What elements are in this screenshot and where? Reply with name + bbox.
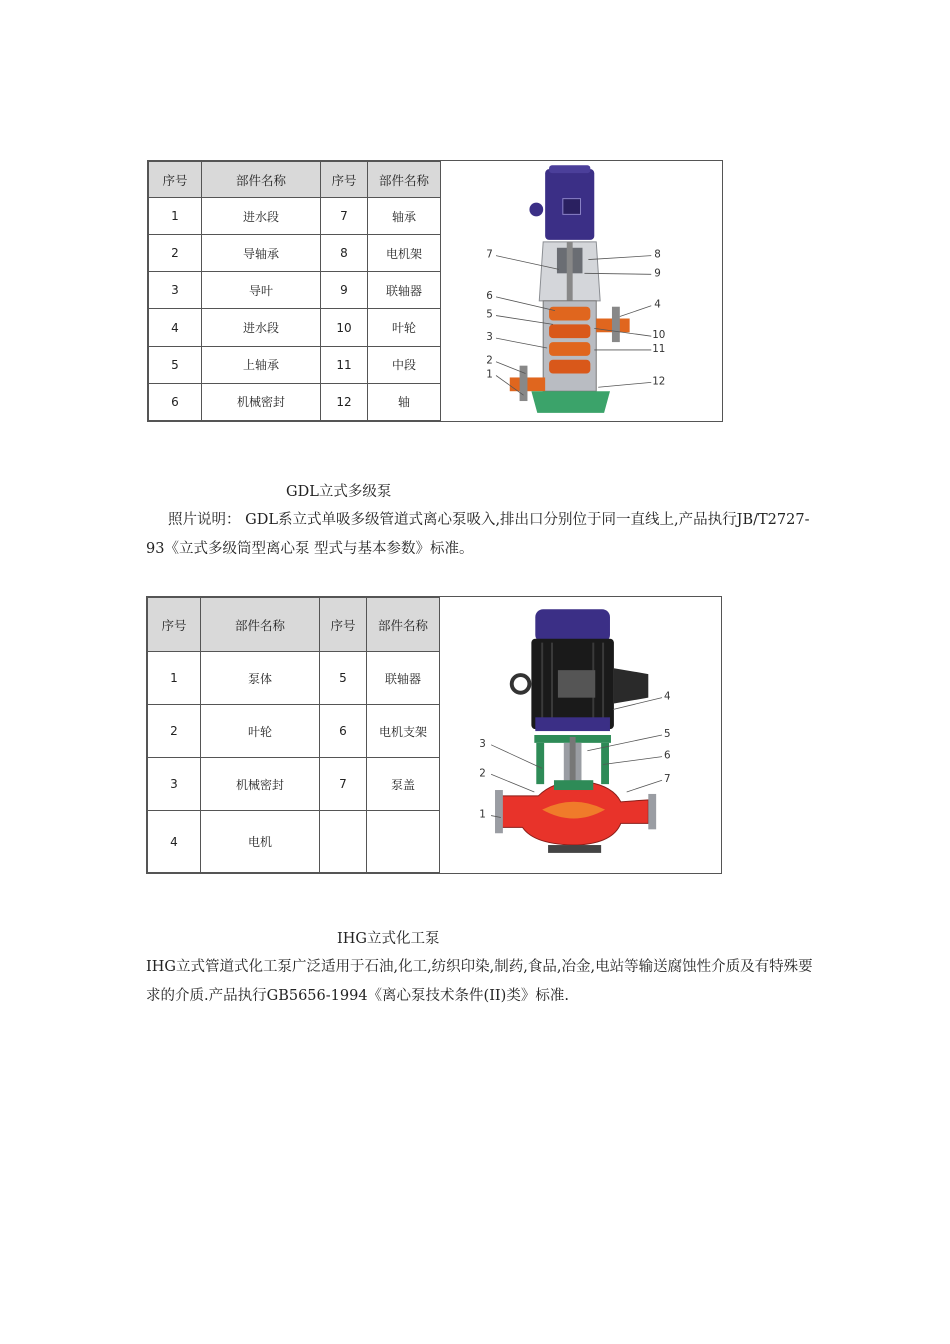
header-cell: 序号 <box>149 162 202 198</box>
pump-base <box>531 391 610 413</box>
table-cell: 7 <box>320 758 367 811</box>
pump-foot <box>548 845 601 853</box>
table-cell: 10 <box>321 309 368 346</box>
table-cell: 进水段 <box>202 198 321 235</box>
callout-label: 1 <box>486 368 493 381</box>
gdl-caption: GDL立式多级泵 <box>286 484 392 500</box>
header-cell: 序号 <box>148 598 201 652</box>
ihg-pump-illustration <box>440 597 721 873</box>
ihg-pump-cutaway-drawing <box>440 597 721 873</box>
table-cell: 6 <box>320 705 367 758</box>
table-row <box>149 272 441 309</box>
motor-nameplate <box>558 670 595 698</box>
callout-label: 7 <box>486 248 493 261</box>
gdl-pump-illustration <box>441 161 722 421</box>
motor-eyebolt <box>529 203 543 217</box>
table-row <box>148 758 440 811</box>
callout-label: 6 <box>486 289 493 302</box>
motor-cap <box>535 609 610 642</box>
table-cell <box>320 811 367 873</box>
table-cell: 3 <box>148 758 201 811</box>
ihg-parts-table <box>147 597 440 873</box>
callout-label: 6 <box>664 749 671 762</box>
header-cell: 部件名称 <box>202 162 321 198</box>
table-header-row <box>148 598 440 652</box>
table-cell: 2 <box>149 235 202 272</box>
table-cell: 电机架 <box>368 235 441 272</box>
table-row <box>149 383 441 420</box>
gdl-description-text: 照片说明： GDL系立式单吸多级管道式离心泵吸入,排出口分别位于同一直线上,产品执行JB/T2727-93《立式多级筒型离心泵 型式与基本参数》标准。 <box>146 512 810 557</box>
ihg-parts-figure <box>146 596 722 874</box>
callout-label: 2 <box>486 354 493 367</box>
header-cell: 部件名称 <box>367 598 440 652</box>
inlet-flange <box>495 790 503 833</box>
terminal-box <box>614 668 648 703</box>
table-cell: 11 <box>321 346 368 383</box>
table-cell: 4 <box>148 811 201 873</box>
ihg-description-text: IHG立式管道式化工泵广泛适用于石油,化工,纺织印染,制药,食品,冶金,电站等输送腐蚀性介质及有特殊要求的介质.产品执行GB5656-1994《离心泵技术条件(II)类》标准. <box>146 959 813 1004</box>
table-cell: 5 <box>320 652 367 705</box>
table-cell: 联轴器 <box>367 652 440 705</box>
callout-label: 2 <box>479 767 486 780</box>
callout-label: 3 <box>479 737 486 750</box>
table-cell: 导轴承 <box>202 235 321 272</box>
callout-label: 12 <box>652 375 666 388</box>
header-cell: 部件名称 <box>201 598 320 652</box>
table-cell: 6 <box>149 383 202 420</box>
callout-label: 7 <box>664 773 671 786</box>
callout-label: 10 <box>652 329 666 342</box>
table-row <box>148 705 440 758</box>
table-cell: 2 <box>148 705 201 758</box>
table-cell: 8 <box>321 235 368 272</box>
callout-label: 4 <box>664 690 671 703</box>
table-row <box>149 235 441 272</box>
callout-label: 9 <box>654 267 661 280</box>
callout-label: 5 <box>664 727 671 740</box>
table-cell: 导叶 <box>202 272 321 309</box>
table-cell: 4 <box>149 309 202 346</box>
callout-label: 3 <box>486 331 493 344</box>
gdl-parts-table <box>148 161 441 421</box>
table-cell: 叶轮 <box>201 705 320 758</box>
table-row <box>149 309 441 346</box>
table-cell: 电机支架 <box>367 705 440 758</box>
ihg-caption: IHG立式化工泵 <box>337 931 440 947</box>
header-cell: 部件名称 <box>368 162 441 198</box>
table-cell: 7 <box>321 198 368 235</box>
table-cell: 叶轮 <box>368 309 441 346</box>
table-row <box>148 811 440 873</box>
table-row <box>149 346 441 383</box>
table-cell <box>367 811 440 873</box>
table-cell: 进水段 <box>202 309 321 346</box>
callout-label: 1 <box>479 808 486 821</box>
gdl-description <box>146 506 818 564</box>
outlet-flange <box>648 794 656 829</box>
table-cell: 3 <box>149 272 202 309</box>
table-cell: 泵盖 <box>367 758 440 811</box>
callout-label: 5 <box>486 308 493 321</box>
outlet-flange <box>612 307 620 342</box>
callout-label: 8 <box>654 248 661 261</box>
table-cell: 9 <box>321 272 368 309</box>
callout-label: 4 <box>654 298 661 311</box>
ihg-description <box>146 953 818 1011</box>
motor-flange <box>535 717 610 731</box>
motor-eyebolt <box>512 675 530 693</box>
motor-cap <box>549 165 590 173</box>
motor-nameplate <box>563 199 581 215</box>
table-row <box>148 652 440 705</box>
table-cell: 泵体 <box>201 652 320 705</box>
table-cell: 电机 <box>201 811 320 873</box>
table-cell: 5 <box>149 346 202 383</box>
table-cell: 1 <box>149 198 202 235</box>
inlet-flange <box>520 366 528 401</box>
header-cell: 序号 <box>320 598 367 652</box>
table-cell: 轴 <box>368 383 441 420</box>
table-cell: 上轴承 <box>202 346 321 383</box>
pump-cover <box>554 780 593 790</box>
table-cell: 中段 <box>368 346 441 383</box>
callout-label: 11 <box>652 342 666 355</box>
table-cell: 轴承 <box>368 198 441 235</box>
header-cell: 序号 <box>321 162 368 198</box>
gdl-pump-cutaway-drawing <box>441 161 722 421</box>
table-header-row <box>149 162 441 198</box>
table-row <box>149 198 441 235</box>
table-cell: 12 <box>321 383 368 420</box>
table-cell: 机械密封 <box>201 758 320 811</box>
motor-support-leg <box>536 743 544 784</box>
table-cell: 联轴器 <box>368 272 441 309</box>
gdl-parts-figure <box>147 160 723 422</box>
table-cell: 机械密封 <box>202 383 321 420</box>
table-cell: 1 <box>148 652 201 705</box>
